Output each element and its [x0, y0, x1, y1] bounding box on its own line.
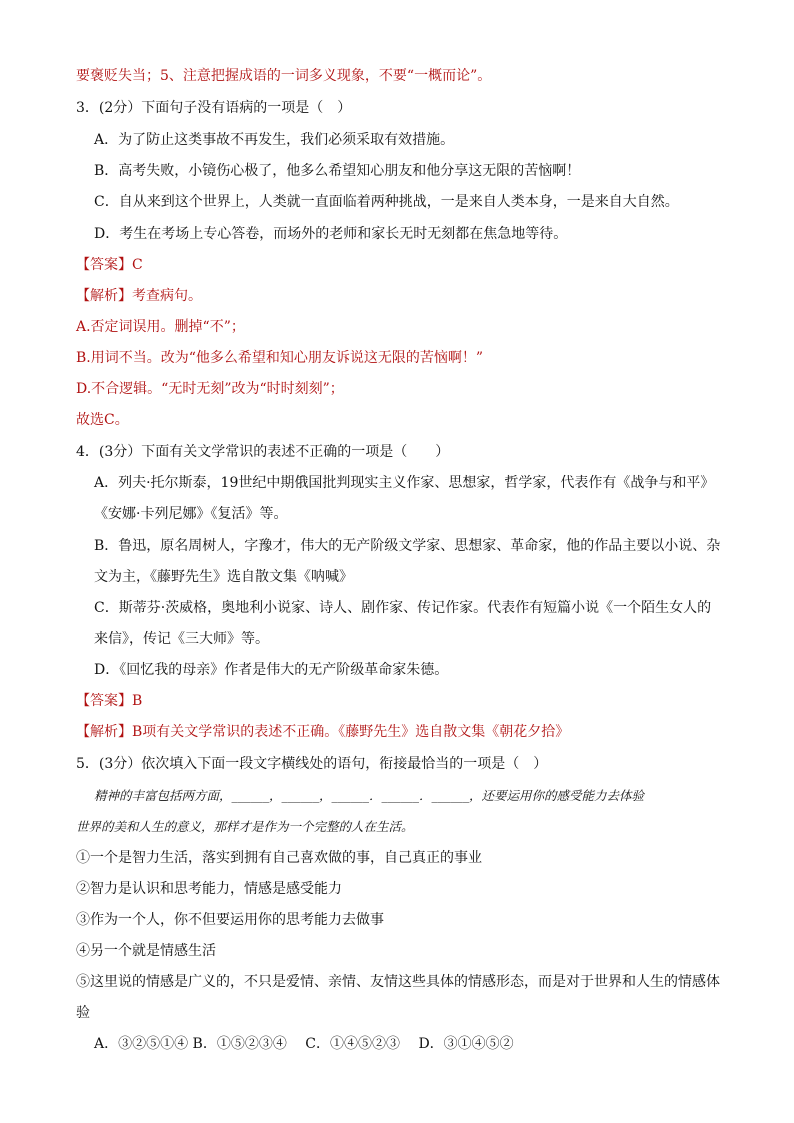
- option-3d: D．考生在考场上专心答卷，而场外的老师和家长无时无刻都在焦急地等待。: [94, 226, 568, 242]
- option-4b-line1: B．鲁迅，原名周树人，字豫才，伟大的无产阶级文学家、思想家、革命家，他的作品主要以小说、杂: [94, 538, 721, 554]
- option-4c-line1: C．斯蒂芬·茨威格，奥地利小说家、诗人、剧作家、传记作家。代表作有短篇小说《一个陌生女人的: [94, 600, 712, 616]
- answer-4: 【答案】B: [76, 693, 143, 709]
- analysis-3-line3: D.不合逻辑。“无时无刻”改为“时时刻刻”；: [76, 381, 344, 397]
- answer-choices: A．③②⑤①④ B．①⑤②③④ C．①④⑤②③ D．③①④⑤②: [94, 1036, 514, 1052]
- analysis-3-line2: B.用词不当。改为“他多么希望和知心朋友诉说这无限的苦恼啊！”: [76, 350, 484, 366]
- passage-line2: 世界的美和人生的意义，那样才是作为一个完整的人在生活。: [76, 819, 414, 834]
- answer-3: 【答案】C: [76, 257, 143, 273]
- option-4a-line2: 《安娜·卡列尼娜》《复活》等。: [94, 506, 288, 522]
- question-4: 4．(3分）下面有关文学常识的表述不正确的一项是（ ）: [76, 444, 450, 460]
- sentence-2: ②智力是认识和思考能力，情感是感受能力: [76, 881, 342, 897]
- analysis-3-line4: 故选C。: [76, 412, 129, 428]
- sentence-4: ④另一个就是情感生活: [76, 943, 216, 959]
- sentence-3: ③作为一个人，你不但要运用你的思考能力去做事: [76, 912, 384, 928]
- option-3c: C．自从来到这个世界上，人类就一直面临着两种挑战，一是来自人类本身，一是来自大自然。: [94, 194, 679, 210]
- l0: 要褒贬失当；5、注意把握成语的一词多义现象，不要“一概而论”。: [76, 68, 492, 84]
- sentence-5-line2: 验: [76, 1005, 90, 1021]
- sentence-1: ①一个是智力生活，落实到拥有自己喜欢做的事，自己真正的事业: [76, 850, 482, 866]
- question-5: 5．(3分）依次填入下面一段文字横线处的语句，衔接最恰当的一项是（ ）: [76, 756, 548, 772]
- option-4a-line1: A．列夫·托尔斯泰，19世纪中期俄国批判现实主义作家、思想家，哲学家，代表作有《战争与和平》: [94, 475, 715, 491]
- analysis-3-line1: A.否定词误用。删掉“不”；: [76, 319, 245, 335]
- option-4c-line2: 来信》，传记《三大师》等。: [94, 631, 269, 647]
- option-3b: B．高考失败，小镜伤心极了，他多么希望知心朋友和他分享这无限的苦恼啊！: [94, 163, 581, 179]
- option-4b-line2: 文为主，《藤野先生》选自散文集《呐喊》: [94, 569, 353, 585]
- option-3a: A．为了防止这类事故不再发生，我们必须采取有效措施。: [94, 132, 455, 148]
- analysis-4: 【解析】B项有关文学常识的表述不正确。《藤野先生》选自散文集《朝花夕拾》: [76, 724, 570, 740]
- sentence-5-line1: ⑤这里说的情感是广义的，不只是爱情、亲情、友情这些具体的情感形态，而是对于世界和人生的情感体: [76, 974, 720, 990]
- passage-line1: 精神的丰富包括两方面，______，______，______．______．______，还要运用你的感受能力去体验: [94, 788, 645, 803]
- option-4d: D．《回忆我的母亲》作者是伟大的无产阶级革命家朱德。: [94, 662, 449, 678]
- analysis-3: 【解析】考查病句。: [76, 288, 202, 304]
- question-3: 3．(2分）下面句子没有语病的一项是（ ）: [76, 100, 352, 116]
